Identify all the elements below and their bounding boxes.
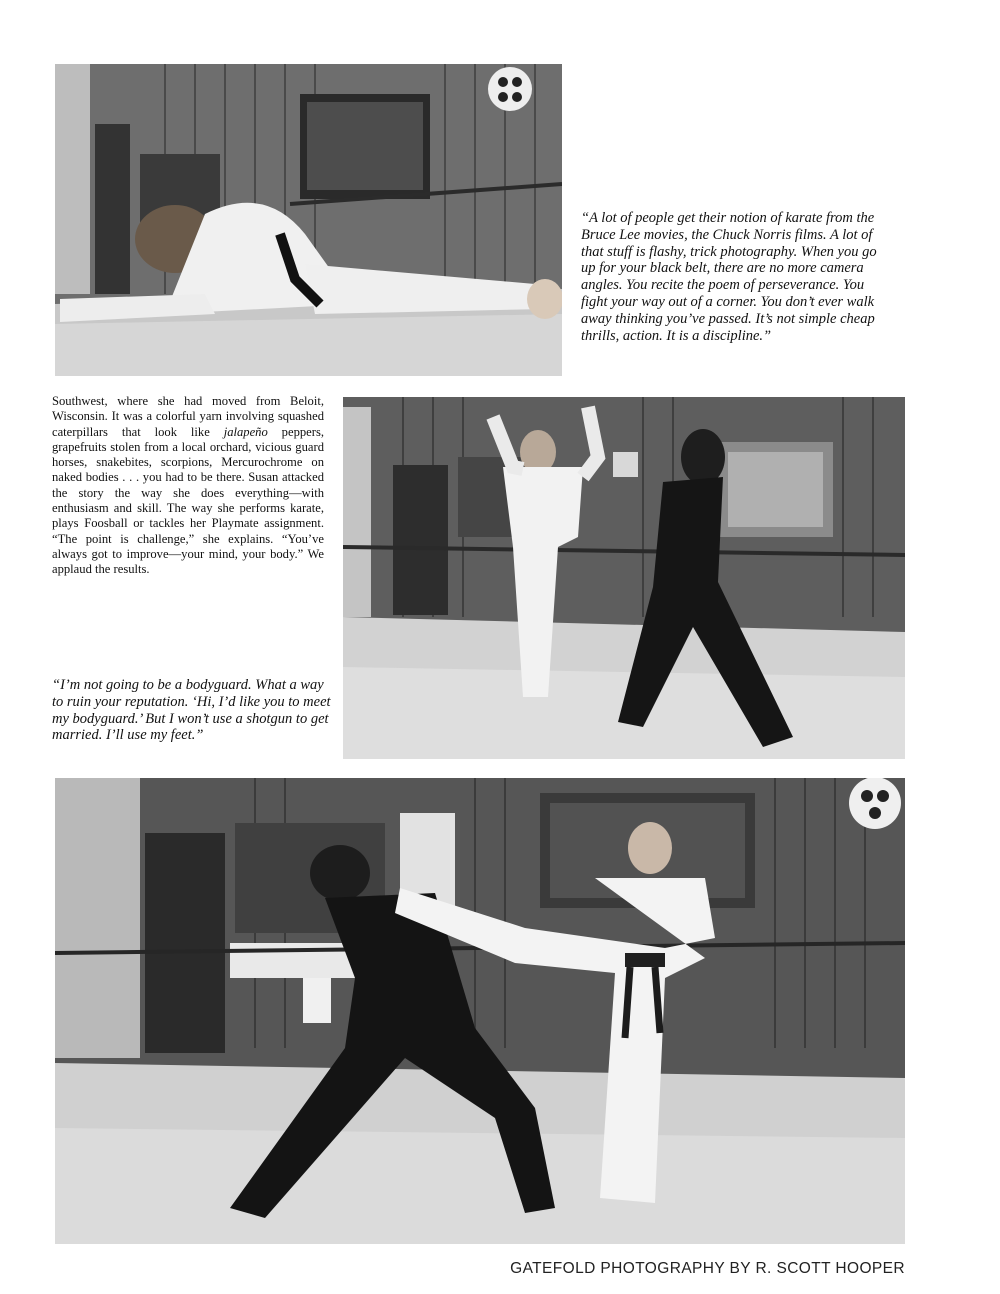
photo-sparring — [343, 397, 905, 759]
photo-high-kick — [55, 778, 905, 1244]
body-text-part2: peppers, grapefruits stolen from a local orchard, vicious guard horses, snakebites, scorpions, Mercurochrome on naked bodies . . . you had to be there. Susan attacked the story the way she does everything—with enthusiasm and skill. The way she performs karate, plays Foosball or tackles her Playmate assignment. “The point is challenge,” she explains. “You’ve always got to improve—your mind, your body.” We applaud the results. — [52, 424, 324, 577]
photo-stretching — [55, 64, 562, 376]
pullquote-bottom: “I’m not going to be a bodyguard. What a way to ruin your reputation. ‘Hi, I’d like you to meet my bodyguard.’ But I won’t use a shotgun to get married. I’ll use my feet.” — [52, 677, 331, 744]
body-text-italic-word: jalapeño — [223, 424, 268, 439]
photo-credit: GATEFOLD PHOTOGRAPHY BY R. SCOTT HOOPER — [510, 1260, 905, 1277]
body-text-part1: Southwest, where she had moved from Beloit, Wisconsin. It was a colorful yarn involving squashed caterpillars that look like — [52, 394, 324, 439]
body-text — [52, 394, 324, 578]
pullquote-top: “A lot of people get their notion of karate from the Bruce Lee movies, the Chuck Norris films. A lot of that stuff is flashy, trick photography. When you go up for your black belt, there are no more camera angles. You recite the poem of perseverance. You fight your way out of a corner. You don’t ever walk away thinking you’ve passed. It’s not simple cheap thrills, action. It is a discipline.” — [581, 210, 877, 344]
